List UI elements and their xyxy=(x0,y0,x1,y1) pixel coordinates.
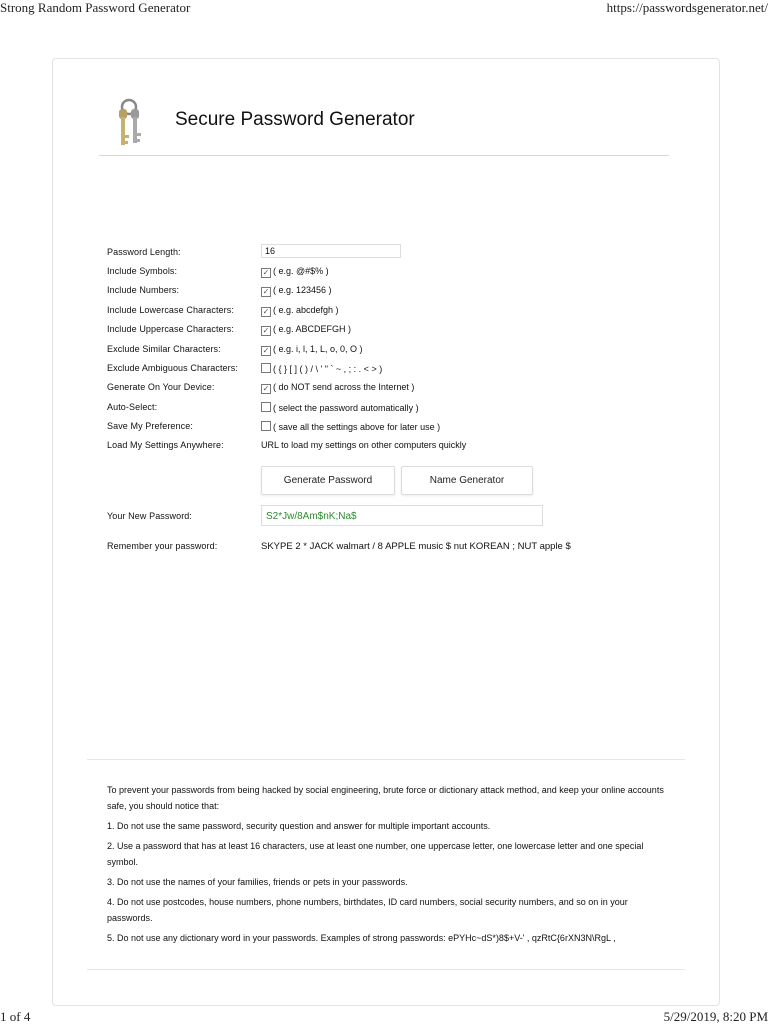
row-password-length xyxy=(107,245,687,263)
tips-intro: To prevent your passwords from being hacked by social engineering, brute force or dictionary attack method, and keep your online accounts safe, you should notice that: xyxy=(107,785,664,811)
print-header-title: Strong Random Password Generator xyxy=(0,0,191,15)
exclude-ambiguous-label: Exclude Ambiguous Characters: xyxy=(107,363,238,373)
row-exclude-similar xyxy=(107,342,687,360)
exclude-similar-checkbox[interactable]: ✓ xyxy=(262,346,270,355)
password-length-input[interactable] xyxy=(261,244,401,258)
include-lowercase-checkbox[interactable]: ✓ xyxy=(262,307,270,316)
password-length-label: Password Length: xyxy=(107,247,181,257)
password-output[interactable]: S2*Jw/8Am$nK;Na$ xyxy=(261,505,543,526)
keys-icon xyxy=(107,97,151,151)
name-generator-button[interactable]: Name Generator xyxy=(401,466,533,495)
new-password-label: Your New Password: xyxy=(107,511,193,521)
include-numbers-label: Include Numbers: xyxy=(107,285,180,295)
row-include-lowercase xyxy=(107,303,687,321)
row-save-preference xyxy=(107,419,687,437)
exclude-ambiguous-desc: ( { } [ ] ( ) / \ ' " ` ~ , ; : . < > ) xyxy=(273,364,383,374)
exclude-similar-desc: ( e.g. i, l, 1, L, o, 0, O ) xyxy=(273,344,363,354)
include-symbols-desc: ( e.g. @#$% ) xyxy=(273,266,329,276)
include-uppercase-checkbox[interactable]: ✓ xyxy=(262,326,270,335)
row-exclude-ambiguous xyxy=(107,361,687,379)
app-header xyxy=(99,97,669,156)
include-uppercase-label: Include Uppercase Characters: xyxy=(107,324,234,334)
tip-item: 3. Do not use the names of your families, friends or pets in your passwords. xyxy=(107,877,408,887)
generate-on-device-label: Generate On Your Device: xyxy=(107,382,215,392)
print-header-url: https://passwordsgenerator.net/ xyxy=(606,0,768,15)
save-preference-label: Save My Preference: xyxy=(107,421,193,431)
remember-password-mnemonic: SKYPE 2 * JACK walmart / 8 APPLE music $ nut KOREAN ; NUT apple $ xyxy=(261,541,571,552)
auto-select-checkbox[interactable] xyxy=(261,402,271,412)
exclude-similar-label: Exclude Similar Characters: xyxy=(107,344,221,354)
tip-item: 4. Do not use postcodes, house numbers, phone numbers, birthdates, ID card numbers, social security numbers, and so on in your passwords. xyxy=(107,897,628,923)
tip-item: 5. Do not use any dictionary word in your passwords. Examples of strong passwords: ePYHc~dS*)8$+V-' , qzRtC{6rXN3N\RgL , xyxy=(107,933,616,943)
save-preference-checkbox[interactable] xyxy=(261,421,271,431)
load-settings-label: Load My Settings Anywhere: xyxy=(107,440,224,450)
include-lowercase-desc: ( e.g. abcdefgh ) xyxy=(273,305,339,315)
tips-section xyxy=(87,759,685,943)
row-generate-on-device xyxy=(107,380,687,398)
load-settings-link[interactable]: URL to load my settings on other computers quickly xyxy=(261,440,467,450)
exclude-ambiguous-checkbox[interactable] xyxy=(261,363,271,373)
remember-password-label: Remember your password: xyxy=(107,541,218,551)
include-uppercase-desc: ( e.g. ABCDEFGH ) xyxy=(273,324,352,334)
row-load-settings xyxy=(107,438,687,456)
generate-password-button[interactable]: Generate Password xyxy=(261,466,395,495)
auto-select-label: Auto-Select: xyxy=(107,402,158,412)
row-include-numbers xyxy=(107,283,687,301)
page-title: Secure Password Generator xyxy=(175,109,415,130)
divider xyxy=(87,969,685,970)
generate-on-device-checkbox[interactable]: ✓ xyxy=(262,384,270,393)
include-symbols-label: Include Symbols: xyxy=(107,266,178,276)
row-include-uppercase xyxy=(107,322,687,340)
auto-select-desc: ( select the password automatically ) xyxy=(273,403,419,413)
include-numbers-checkbox[interactable]: ✓ xyxy=(262,287,270,296)
row-include-symbols xyxy=(107,264,687,282)
row-auto-select xyxy=(107,400,687,418)
tip-item: 1. Do not use the same password, security question and answer for multiple important accounts. xyxy=(107,821,491,831)
include-symbols-checkbox[interactable]: ✓ xyxy=(262,268,270,277)
generate-on-device-desc: ( do NOT send across the Internet ) xyxy=(273,382,415,392)
print-page-number: 1 of 4 xyxy=(0,1009,31,1024)
include-lowercase-label: Include Lowercase Characters: xyxy=(107,305,234,315)
print-datetime: 5/29/2019, 8:20 PM xyxy=(663,1009,768,1024)
tip-item: 2. Use a password that has at least 16 characters, use at least one number, one uppercase letter, one lowercase letter and one special symbol. xyxy=(107,841,644,867)
include-numbers-desc: ( e.g. 123456 ) xyxy=(273,285,332,295)
row-remember-password xyxy=(107,539,687,557)
save-preference-desc: ( save all the settings above for later use ) xyxy=(273,422,441,432)
generator-card xyxy=(52,58,720,1006)
